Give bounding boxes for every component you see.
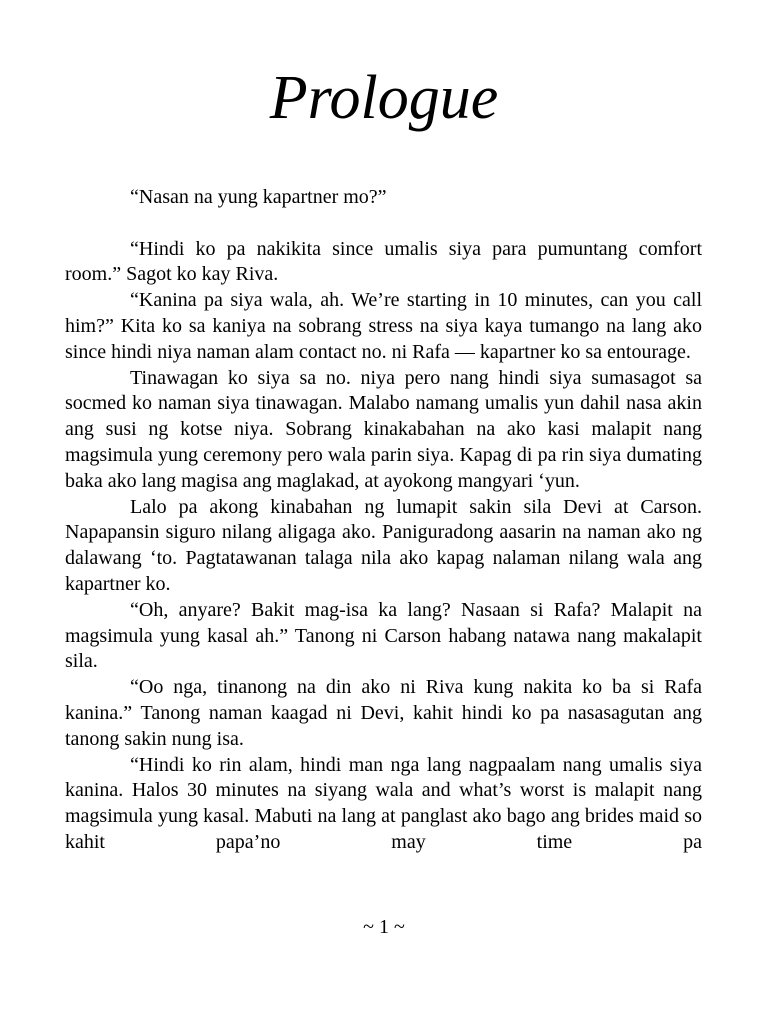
paragraph: “Hindi ko rin alam, hindi man nga lang nagpaalam nang umalis siya kanina. Halos 30 minutes na siyang wala and what’s worst is malapit nang magsimula yung kasal. Mabuti na lang at panglast ako bago ang brides maid so kahit papa’no may time pa	[65, 753, 702, 853]
paragraph: “Oh, anyare? Bakit mag-isa ka lang? Nasaan si Rafa? Malapit na magsimula yung kasal ah.” Tanong ni Carson habang natawa nang makalapit sila.	[65, 598, 702, 673]
paragraph: “Oo nga, tinanong na din ako ni Riva kung nakita ko ba si Rafa kanina.” Tanong naman kaagad ni Devi, kahit hindi ko pa nasasagutan ang tanong sakin nung isa.	[65, 676, 702, 750]
paragraph: “Kanina pa siya wala, ah. We’re starting in 10 minutes, can you call him?” Kita ko sa kaniya na sobrang stress na siya kaya tumango na lang ako since hindi niya naman alam contact no. ni Rafa — kapartner ko sa entourage.	[65, 289, 702, 363]
paragraph: Tinawagan ko siya sa no. niya pero nang hindi siya sumasagot sa socmed ko naman siya tinawagan. Malabo namang umalis yun dahil nasa akin ang susi ng kotse niya. Sobrang kinakabahan na ako kasi malapit nang magsimula yung ceremony pero wala parin siya. Kapag di pa rin siya dumating baka ako lang magisa ang maglakad, at ayokong mangyari ‘yun.	[65, 366, 702, 492]
page-number: ~ 1 ~	[363, 916, 405, 938]
body-text	[65, 185, 702, 856]
paragraph: Lalo pa akong kinabahan ng lumapit sakin sila Devi at Carson. Napapansin siguro nilang aligaga ako. Paniguradong aasarin na naman ako ng dalawang ‘to. Pagtatawanan talaga nila ako kapag nalaman nilang wala ang kapartner ko.	[65, 495, 702, 595]
paragraph: “Nasan na yung kapartner mo?”	[130, 186, 387, 208]
paragraph: “Hindi ko pa nakikita since umalis siya para pumuntang comfort room.” Sagot ko kay Riva.	[65, 237, 702, 286]
chapter-title: Prologue	[269, 64, 499, 132]
